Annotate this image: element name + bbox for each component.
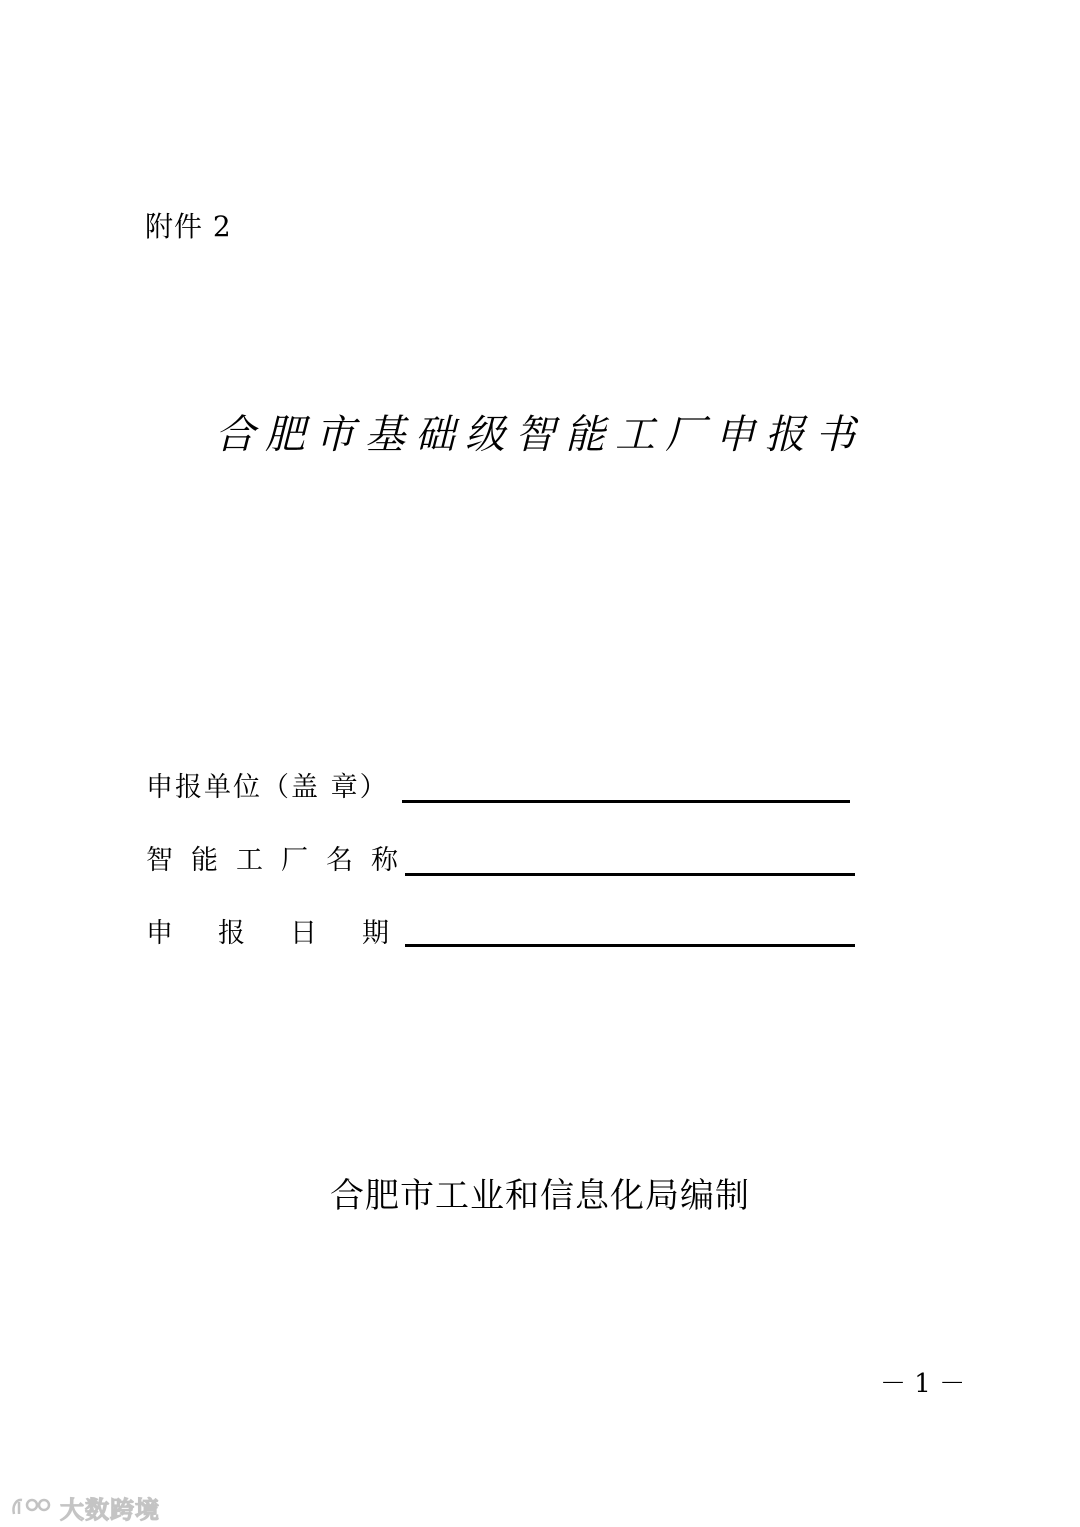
page-number: － 1 － bbox=[880, 1369, 966, 1399]
form-field-application-date bbox=[146, 917, 866, 957]
form-field-factory-name bbox=[146, 844, 866, 884]
field-label-factory-name: 智能工厂名称 bbox=[146, 845, 416, 876]
watermark-text: 大数跨境 bbox=[60, 1495, 160, 1524]
document-title: 合肥市基础级智能工厂申报书 bbox=[215, 412, 865, 458]
watermark bbox=[10, 1492, 160, 1522]
form-field-applicant-unit bbox=[146, 771, 866, 811]
attachment-label: 附件 2 bbox=[145, 210, 232, 243]
logo-icon bbox=[10, 1494, 54, 1520]
field-label-application-date: 申报日期 bbox=[146, 918, 434, 949]
field-line-application-date[interactable] bbox=[405, 944, 855, 947]
issuer-line: 合肥市工业和信息化局编制 bbox=[330, 1176, 750, 1216]
field-line-factory-name[interactable] bbox=[405, 873, 855, 876]
field-line-applicant-unit[interactable] bbox=[402, 800, 850, 803]
field-label-applicant-unit: 申报单位（盖 章） bbox=[146, 772, 389, 803]
